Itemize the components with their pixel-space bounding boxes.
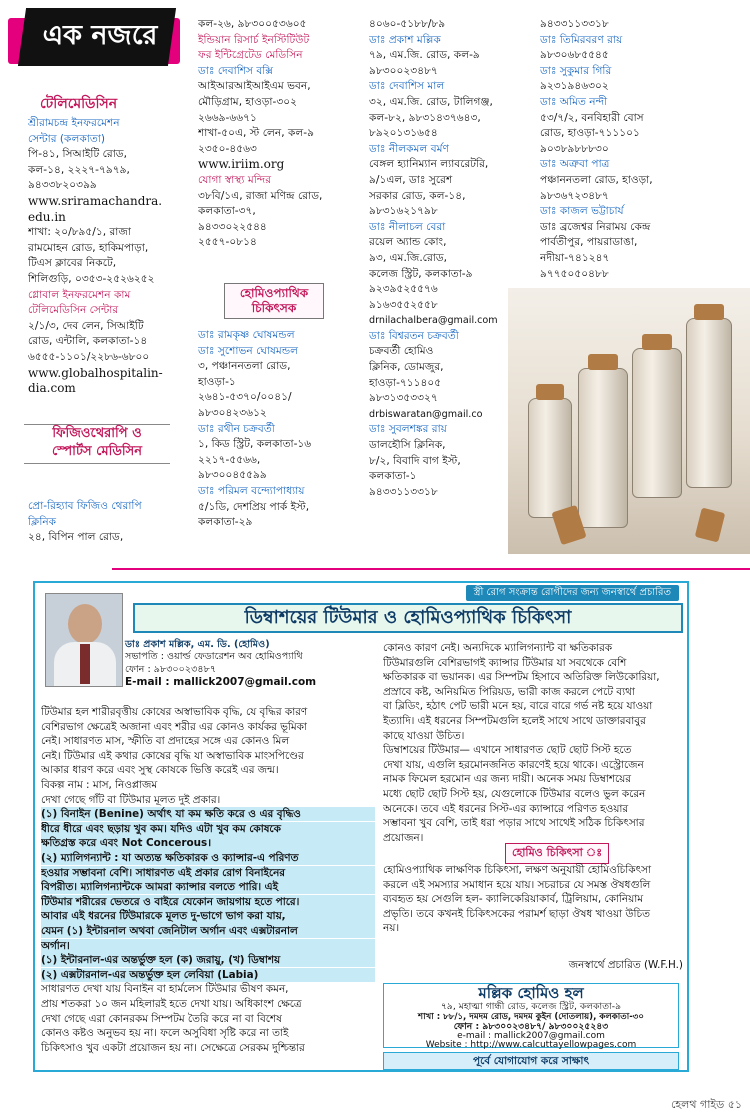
directory-line: পার্বতীপুর, পায়রাডাঙা, xyxy=(540,236,638,249)
column-4-list xyxy=(540,17,746,282)
directory-line: কলকাতা-২৯ xyxy=(198,516,253,529)
doctor-email: E-mail : mallick2007@gmail.com xyxy=(125,676,317,689)
directory-line: ডালহৌসি ক্লিনিক, xyxy=(369,439,446,452)
directory-line: ২২১৭-৫৫৬৬, xyxy=(198,453,261,466)
directory-line: ডাঃ সুবলশঙ্কর রায় xyxy=(369,423,447,436)
clinic-name: মল্লিক হোমিও হল xyxy=(478,984,584,1002)
column-1 xyxy=(28,96,188,397)
directory-line: ডাঃ দেবাশিস বক্সি xyxy=(198,64,274,77)
directory-line: ৫/১ডি, দেশপ্রিয় পার্ক ইস্ট, xyxy=(198,500,310,513)
directory-line: ডাঃ কাজল ভট্টাচার্য xyxy=(540,205,624,218)
directory-line: ৯৪৩৩০২২৫৪৪ xyxy=(198,220,267,233)
directory-line: ১, কিড স্ট্রিট, কলকাতা-১৬ xyxy=(198,438,312,451)
ad-text-line: ক্ষতিকারক বা ভয়ানক। এর সিম্পটম হিসাবে অতিরিক্ত লিউকোরিয়া, xyxy=(383,671,660,684)
directory-line: dia.com xyxy=(28,381,76,396)
directory-line: টিএস ক্লাবের নিকটে, xyxy=(28,257,117,270)
ad-title: ডিম্বাশয়ের টিউমার ও হোমিওপ্যাথিক চিকিৎসা xyxy=(133,603,683,633)
directory-line: ৯৮৩০০২৩৪৮৭ xyxy=(369,64,438,77)
directory-line: ডাঃ বিশ্বরতন চক্রবর্তী xyxy=(369,329,459,342)
directory-line: ডাঃ প্রকাশ মল্লিক xyxy=(369,33,441,46)
ad-text-line: যেমন (১) ইন্টারনাল অথবা জেনিটাল অর্গান এবং এক্সটারনাল xyxy=(41,924,375,938)
ad-text-line: হওয়ার সম্ভাবনা বেশি। সাধারণত এই প্রকার রোগ বিনাইনের xyxy=(41,866,375,880)
ad-text-line: আকার ধারণ করে এবং সুস্থ কোষকে ভিত্তি করেই এর জন্ম। xyxy=(41,764,279,777)
column-2-list xyxy=(198,17,366,251)
telemedicine-list xyxy=(28,116,188,397)
directory-line: ৯১৬৩৫৫২৫৫৮ xyxy=(369,298,438,311)
ad-text-line: প্রায় শতকরা ১০ জন মহিলারই হতে দেখা যায়। অধিকাংশ ক্ষেত্রে xyxy=(41,998,302,1010)
ad-text-line: ব্যবহৃত হয় সেগুলি হল- ক্যালিকেরিয়াকার্ব, ট্রিলিয়াম, কোনিয়াম xyxy=(383,893,643,906)
directory-line: ৭৯, এম.জি. রোড, কল-৯ xyxy=(369,49,480,62)
ad-text-line: করলে এই সমস্যার সমাধান হয়ে যায়। সচরাচর যে সমস্ত ঔষধগুলি xyxy=(383,878,651,891)
directory-line: ৯৮৩১৩৫৩৩২৭ xyxy=(369,392,438,405)
directory-line: ডাঃ অমিত নন্দী xyxy=(540,95,608,108)
directory-line: ২৪, বিপিন পাল রোড, xyxy=(28,531,124,544)
doctor-name: ডাঃ প্রকাশ মল্লিক, এম. ডি. (হোমিও) xyxy=(125,639,270,650)
directory-line: রয়েল অ্যান্ড কোং, xyxy=(369,236,447,249)
ad-text-line: বিকল্প নাম : মাস, নিওপ্লাজম xyxy=(41,779,158,791)
clinic-email: e-mail : mallick2007@gmail.com xyxy=(457,1031,605,1041)
ad-text-line: আবার এই ধরনের টিউমারকে মূলত দু-ভাগে ভাগ করা যায়, xyxy=(41,909,375,923)
directory-line: ৩, পঞ্চাননতলা রোড, xyxy=(198,360,291,373)
ad-text-line: প্রয়োজন। xyxy=(383,831,424,844)
section-heading-telemedicine: টেলিমেডিসিন xyxy=(40,96,118,112)
directory-line: ফর ইন্টিগ্রেটেড মেডিসিন xyxy=(198,49,303,62)
directory-line: রামমোহন রোড, হাকিমপাড়া, xyxy=(28,241,149,254)
directory-line: drnilachalbera@gmail.com xyxy=(369,315,498,327)
ad-tagline: স্ত্রী রোগ সংক্রান্ত রোগীদের জন্য জনস্বার্থে প্রচারিত xyxy=(466,585,679,601)
banner-title: এক নজরে xyxy=(42,20,158,51)
directory-line: ডাঃ নীলাচল বেরা xyxy=(369,220,446,233)
directory-line: ইন্ডিয়ান রিসার্চ ইনস্টিটিউট xyxy=(198,33,310,46)
directory-line: টেলিমেডিসিন সেন্টার xyxy=(28,304,119,317)
ad-text-line: দেখা গেছে এরা কোনরকম সিম্পটম তৈরি করে না বা বিশেষ xyxy=(41,1012,282,1025)
ad-text-line: ডিম্বাশয়ের টিউমার— এখানে সাধারণত ছোট ছোট সিস্ট হতে xyxy=(383,744,632,757)
directory-line: ৯৪৩৩৮২০৩৯৯ xyxy=(28,179,97,192)
ad-text-line: হোমিওপ্যাথিক লাক্ষণিক চিকিৎসা, লক্ষণ অনুযায়ী হোমিওচিকিৎসা xyxy=(383,864,651,876)
ad-text-line: বেশিরভাগ ক্ষেত্রেই অজানা এবং শরীর এর কোনও কার্যকর ভূমিকা xyxy=(41,720,307,733)
directory-line: চক্রবর্তী হোমিও xyxy=(369,345,434,358)
directory-line: হাওড়া-১ xyxy=(198,375,236,388)
clinic-phone: ফোন : ৯৮৩০০২৩৪৮৭/ ৯৮৩০০২৫২৪৩ xyxy=(453,1021,609,1032)
directory-line: edu.in xyxy=(28,209,66,224)
ad-text-line: নামক ফিমেল হরমোন এর জন্য দায়ী। অনেক সময় ডিম্বাশয়ের xyxy=(383,773,631,786)
directory-line: নদীয়া-৭৪১২৪৭ xyxy=(540,251,610,264)
directory-line: বেঙ্গল হ্যানিম্যান ল্যাবরেটরি, xyxy=(369,158,489,171)
ad-text-line: প্রভৃতি। তবে কখনই চিকিৎসকের পরামর্শ ছাড়া ঔষধ খাওয়া উচিত xyxy=(383,907,650,920)
directory-line: ডাঃ নীলকমল বর্মণ xyxy=(369,142,449,155)
ad-text-line: সম্ভাবনা খুব বেশি, তাই ধরা পড়ার সাথে সাথেই সঠিক চিকিৎসার xyxy=(383,817,645,830)
ad-text-line: সাধারণত দেখা যায় বিনাইন বা হার্মলেস টিউমার ভীষণ কমন, xyxy=(41,983,289,996)
directory-line: ৯২৩৯৫২৫৫৭৬ xyxy=(369,283,438,296)
directory-line: পি-৪১, সিআইটি রোড, xyxy=(28,148,127,161)
ad-text-line: টিউমার হল শারীরবৃত্তীয় কোষের অস্বাভাবিক বৃদ্ধি, যে বৃদ্ধির কারণ xyxy=(41,706,308,718)
directory-line: ৮৯২০১৩১৬৫৪ xyxy=(369,127,438,140)
physio-list xyxy=(28,499,188,546)
ad-text-line: কোনও কারণ নেই। অন্যদিকে ম্যালিগন্যান্ট বা ক্ষতিকারক xyxy=(383,642,613,654)
ad-text-line: ইত্যাদি। এই ধরনের সিম্পটমগুলি হলেই সাথে সাথে ডাক্তারবাবুর xyxy=(383,715,646,727)
directory-line: কলেজ স্ট্রিট, কলকাতা-৯ xyxy=(369,267,473,280)
directory-line: ডাঃ দেবাশিস মাল xyxy=(369,80,445,93)
section-divider xyxy=(112,568,750,570)
directory-line: কলকাতা-৩৭, xyxy=(198,205,256,218)
clinic-box xyxy=(383,983,679,1048)
homeopathy-bottles-photo xyxy=(508,288,750,554)
directory-line: পঞ্চাননতলা রোড, হাওড়া, xyxy=(540,173,653,186)
directory-line: রোড, এন্টালি, কলকাতা-১৪ xyxy=(28,335,148,348)
homeo-doctor-heading-line2: চিকিৎসক xyxy=(251,301,297,315)
ad-text-line: নেই। সাধারণত মাস, স্ফীতি বা প্রদাহের সঙ্গে এর কোনও মিল xyxy=(41,735,290,748)
appointment-note: পূর্বে যোগাযোগ করে সাক্ষাৎ xyxy=(383,1052,679,1070)
ad-text-line: প্রস্রাবে কষ্ট, অনিয়মিত পিরিয়ড, ভারী কাজ করলে পেটে ব্যথা xyxy=(383,685,635,698)
ad-text-line: (১) ইন্টারনাল-এর অন্তর্ভুক্ত হল (ক) জরায়ু, (খ) ডিম্বাশয় xyxy=(41,953,375,967)
directory-line: কল-১৪, ২২২৭-৭৯৭৯, xyxy=(28,163,130,176)
ad-text-line: বিপরীত। ম্যালিগন্যান্টকে আমরা ক্যান্সার বলতে পারি। এই xyxy=(41,880,375,894)
directory-line: www.globalhospitalin- xyxy=(28,365,163,380)
ad-text-line: (২) এক্সটারনাল-এর অন্তর্ভুক্ত হল লেবিয়া (Labia) xyxy=(41,968,375,982)
directory-line: www.sriramachandra. xyxy=(28,193,163,208)
ad-text-line: টিউমারগুলি বেশিরভাগই ক্যান্সার টিউমার যা সবথেকে বেশি xyxy=(383,656,627,669)
advertisement-box xyxy=(33,581,689,1072)
homeo-treatment-heading: হোমিও চিকিৎসা ঃ xyxy=(505,843,609,864)
directory-line: ৫৩/৭/২, বনবিহারী বোস xyxy=(540,111,644,124)
directory-line: ৯৮৩০৬৮৫৫৪৫ xyxy=(540,49,609,62)
ad-text-line: (২) ম্যালিগন্যান্ট : যা অত্যন্ত ক্ষতিকারক ও ক্যান্সার-এ পরিণত xyxy=(41,851,375,865)
directory-line: যোগা স্বাস্থ্য মন্দির xyxy=(198,173,272,186)
directory-line: ৪০৬০-৫১৮৮/৮৯ xyxy=(369,18,446,30)
page-number: হেলথ গাইড ৫১ xyxy=(670,1098,742,1111)
directory-line: ডাঃ সুকুমার গিরি xyxy=(540,64,612,77)
directory-line: শিলিগুড়ি, ০৩৫৩-২৫২৬২৫২ xyxy=(28,272,155,285)
ad-text-line: কোনও কষ্টও অনুভব হয় না। ফলে অসুবিধা সৃষ্টি করে না তাই xyxy=(41,1027,289,1040)
ad-text-line: মধ্যে ছোট ছোট সিস্ট হয়, যেগুলোকে টিউমার বলেও ভুল করেন xyxy=(383,788,646,800)
directory-line: ৯২৩১৯৪৬৩০২ xyxy=(540,80,609,93)
ad-text-line: দেখা গেছে গাঁট বা টিউমার মূলত দুই প্রকার। xyxy=(41,793,221,806)
ad-text-line: চিকিৎসাও খুব একটা প্রয়োজন হয় না। সেক্ষেত্রে সেরকম দুশ্চিন্তার xyxy=(41,1041,305,1054)
directory-line: ২৬৬৯-৬৬৭১ xyxy=(198,111,257,124)
directory-line: কলকাতা-১ xyxy=(369,470,417,483)
directory-line: ৯৭৭৫০৫০৪৮৮ xyxy=(540,267,609,280)
directory-line: শাখা-৫০এ, স্ট লেন, কল-৯ xyxy=(198,127,314,140)
directory-line: ২/১/৩, দেব লেন, সিআইটি xyxy=(28,319,144,332)
directory-line: ৯৮৩১৬২১৭৯৮ xyxy=(369,205,438,218)
directory-line: ৯০৩৮৯৮৮৮৩০ xyxy=(540,142,609,155)
directory-line: ৩৮বি/১এ, রাজা মণিন্দ্র রোড, xyxy=(198,189,323,202)
directory-line: সেন্টার (কলকাতা) xyxy=(28,132,105,145)
directory-line: ৯৮৩৬৭২৩৪৮৭ xyxy=(540,189,609,202)
directory-line: ক্লিনিক xyxy=(28,515,57,528)
directory-line: সরকার রোড, কল-১৪, xyxy=(369,189,466,202)
directory-line: মৌড়িগ্রাম, হাওড়া-৩০২ xyxy=(198,95,297,108)
directory-line: হাওড়া-৭১১৪০৫ xyxy=(369,376,442,389)
ad-credit: জনস্বার্থে প্রচারিত (W.F.H.) xyxy=(568,959,683,971)
ad-text-line: দেখা যায়, এগুলি হরমোনজনিত কারণেই হয়ে থাকে। এস্ট্রোজেন xyxy=(383,758,644,771)
clinic-address: ৭৯, মহাত্মা গান্ধী রোড, কলেজ স্ট্রিট, কলকাতা-৯ xyxy=(440,1001,622,1012)
doctor-details xyxy=(125,639,355,689)
directory-line: রোড, হাওড়া-৭১১১০১ xyxy=(540,127,640,140)
directory-line: ডাঃ সুশোভন ঘোষমন্ডল xyxy=(198,344,299,357)
ad-text-line: ক্ষতিগ্রস্ত করে এবং Not Concerous। xyxy=(41,836,375,850)
directory-line: ৯৪৩৩১১৩৩১৮ xyxy=(540,18,609,30)
directory-line: drbiswaratan@gmail.co xyxy=(369,408,483,420)
doctor-phone: ফোন : ৯৮৩০০২৩৪৮৭ xyxy=(125,663,217,675)
directory-line: ৯৩, এম.জি.রোড, xyxy=(369,251,448,264)
doctor-photo xyxy=(45,593,123,687)
physio-heading-line2: স্পোর্টস মেডিসিন xyxy=(52,444,142,459)
directory-line: ডাঃ পরিমল বন্দ্যোপাধ্যায় xyxy=(198,484,305,497)
directory-line: শ্রীরামচন্দ্র ইনফরমেশন xyxy=(28,117,120,129)
directory-line: কল-২৬, ৯৮৩০০৫৩৬০৫ xyxy=(198,18,307,30)
directory-line: www.iriim.org xyxy=(198,157,285,172)
directory-line: ডাঃ ব্রজেশ্বর নিরাময় কেন্দ্র xyxy=(540,220,651,233)
directory-line: ৮/২, বিবাদি বাগ ইস্ট, xyxy=(369,454,461,467)
directory-line: ৯/১এল, ডাঃ সুরেশ xyxy=(369,173,453,186)
directory-line: ৯৮৩০০৪৫৫৯৯ xyxy=(198,469,267,482)
ad-text-line: বা ব্লিডিং, হঠাৎ পেট ভারী মনে হয়, বারে বারে গর্ভ নষ্ট হয়ে যাওয়া xyxy=(383,700,653,713)
homeo-doctor-heading-line1: হোমিওপ্যাথিক xyxy=(239,286,309,300)
ad-text-line: নয়। xyxy=(383,922,400,935)
directory-line: ডাঃ তিমিরবরণ রায় xyxy=(540,33,623,46)
directory-line: ক্লিনিক, ডোমজুর, xyxy=(369,361,444,374)
directory-line: ২৫৫৭-০৮১৪ xyxy=(198,236,257,249)
directory-line: ডাঃ রামকৃষ্ণ ঘোষমন্ডল xyxy=(198,329,295,341)
directory-line: গ্লোবাল ইনফরমেশন কাম xyxy=(28,288,131,301)
doctor-post: সভাপতি : ওয়ার্ল্ড ফেডারেশন অব হোমিওপ্যাথি xyxy=(125,651,303,663)
ad-text-line: অনেকে। তবে এই ধরনের সিস্ট-এর ক্যান্সারে পরিণত হওয়ার xyxy=(383,802,629,815)
ad-text-line: কাছে যাওয়া উচিত। xyxy=(383,729,465,742)
directory-line: ৯৮৩০৪২৩৬১২ xyxy=(198,406,267,419)
directory-line: কল-৮২, ৯৮৩১৪৩৭৬৪৩, xyxy=(369,111,481,124)
directory-line: ২৬৪১-৫৩৭০/০০৪১/ xyxy=(198,391,292,404)
directory-line: ডাঃ অত্রুবা পাত্র xyxy=(540,158,610,171)
directory-line: ডাঃ রথীন চক্রবর্তী xyxy=(198,422,275,435)
directory-line: ৯৪৩৩১১৩৩১৮ xyxy=(369,485,438,498)
ad-text-line: টিউমার শরীরের ভেতরে ও বাইরে যেকোন জায়গায় হতে পারে। xyxy=(41,895,375,909)
directory-line: আইআরআইআইএম ভবন, xyxy=(198,80,311,93)
physio-heading-box xyxy=(24,424,170,464)
directory-line: ২৩৫০-৪৫৬৩ xyxy=(198,142,257,155)
physio-heading-line1: ফিজিওথেরাপি ও xyxy=(52,426,142,441)
ad-text-line: (১) বিনাইন (Benine) অর্থাৎ যা কম ক্ষতি করে ও এর বৃদ্ধিও xyxy=(41,807,375,821)
directory-line: ৩২, এম.জি. রোড, টালিগঞ্জ, xyxy=(369,95,493,108)
directory-line: ৬৫৫৫-১১০১/২২৮৬-৬৮০০ xyxy=(28,350,150,363)
directory-line: শাখা: ২০/৮৯৫/১, রাজা xyxy=(28,226,131,239)
banner xyxy=(8,8,180,72)
clinic-website: Website : http://www.calcuttayellowpages.com xyxy=(425,1040,637,1050)
ad-text-line: অর্গান। xyxy=(41,939,375,953)
homeo-doctor-list xyxy=(198,328,366,531)
homeo-doctor-heading xyxy=(224,283,324,319)
ad-text-line: নেই। টিউমার এই কথার কোষের বৃদ্ধি যা অস্বাভাবিক মাংসপিণ্ডের xyxy=(41,749,304,762)
directory-line: প্রো-রিহ্যাব ফিজিও থেরাপি xyxy=(28,500,142,512)
clinic-branch: শাখা : ৮৮/১, দমদম রোড, দমদম কুইন (দোতলায়), কলকাতা-৩০ xyxy=(418,1012,644,1022)
ad-text-line: ধীরে ধীরে এবং ছড়ায় খুব কম। যদিও এটা খুব কম কোষকে xyxy=(41,822,375,836)
